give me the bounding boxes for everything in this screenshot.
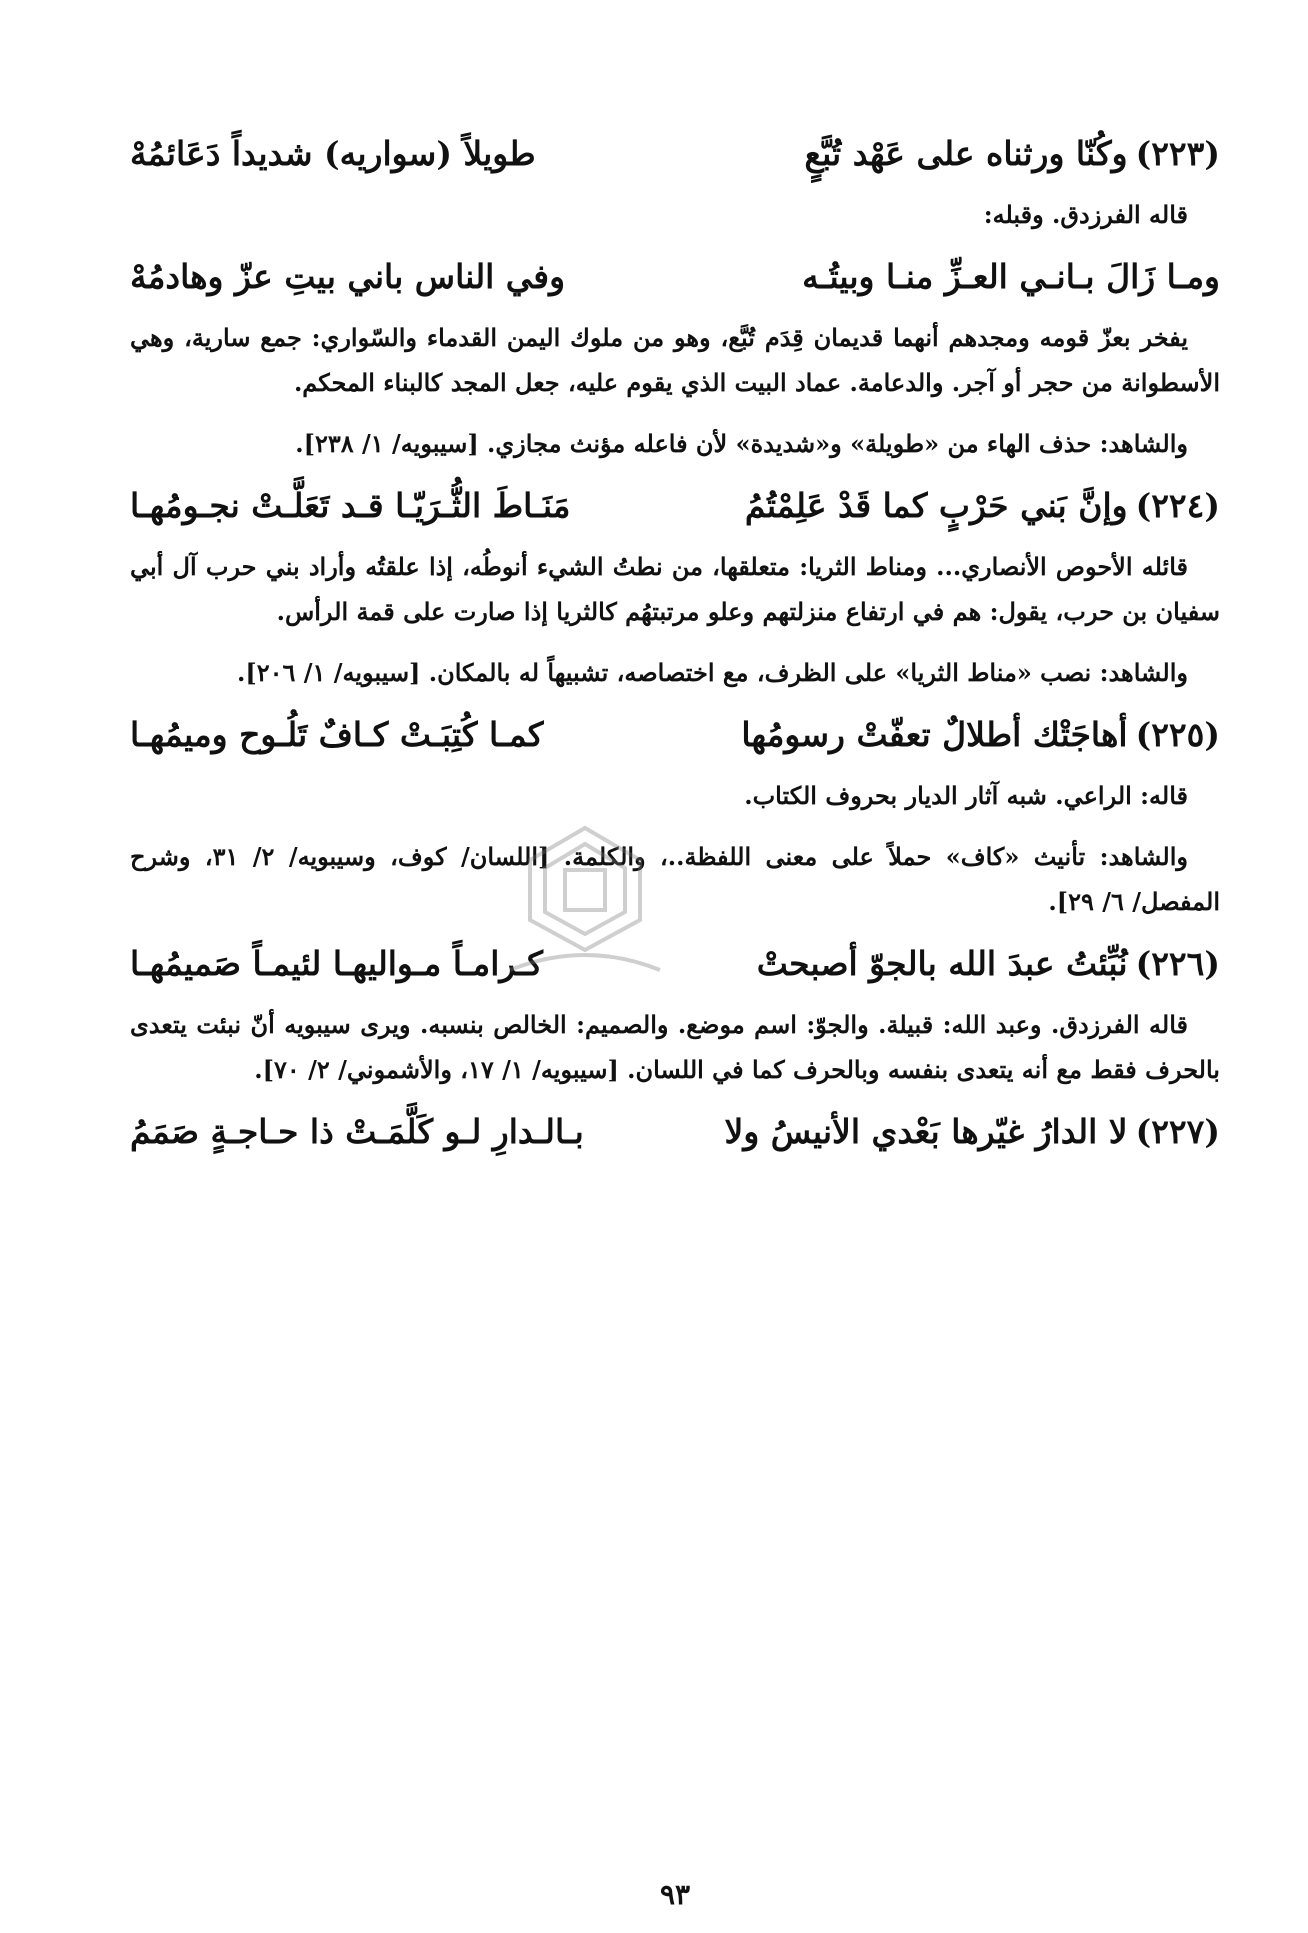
verse-number: (٢٢٤): [1135, 486, 1220, 525]
verse-223: [130, 130, 1220, 178]
evidence-paragraph: والشاهد: نصب «مناط الثريا» على الظرف، مع اختصاصه، تشبيهاً له بالمكان. [سيبويه/ ١/ ٢٠٦].: [236, 658, 1188, 687]
verse-225: [130, 711, 1220, 759]
verse-hemistich-first: وكُنّا ورثناه على عَهْد تُبَّعٍ: [804, 134, 1128, 173]
commentary-paragraph: قاله: الراعي. شبه آثار الديار بحروف الكتاب.: [744, 781, 1188, 810]
verse-hemistich-first: لا الدارُ غيّرها بَعْدي الأنيسُ ولا: [724, 1112, 1128, 1151]
commentary-paragraph: قاله الفرزدق. وقبله:: [983, 200, 1188, 229]
evidence-paragraph: والشاهد: حذف الهاء من «طويلة» و«شديدة» لأن فاعله مؤنث مجازي. [سيبويه/ ١/ ٢٣٨].: [295, 429, 1188, 458]
verse-223-preceding: [130, 253, 1220, 301]
verse-number: (٢٢٦): [1135, 944, 1220, 983]
verse-hemistich-first: وإنَّ بَني حَرْبٍ كما قَدْ عَلِمْتُمُ: [744, 486, 1128, 525]
verse-hemistich-second: كمـا كُتِبَـتْ كـافٌ تَلُـوح وميمُهـا: [130, 715, 544, 754]
verse-226: [130, 940, 1220, 988]
verse-number: (٢٢٣): [1135, 134, 1220, 173]
commentary-paragraph: قاله الفرزدق. وعبد الله: قبيلة. والجوّ: اسم موضع. والصميم: الخالص بنسبه. ويرى سيبويه أنّ نبئت يتعدى بالحرف فقط مع أنه يتعدى بنفسه وبالحرف كما في اللسان. [سيبويه/ ١/ ١٧، والأشموني/ ٢/ ٧٠].: [130, 1010, 1220, 1084]
verse-227: [130, 1108, 1220, 1156]
verse-hemistich-second: وفي الناس باني بيتِ عزّ وهادمُهْ: [130, 257, 566, 296]
verse-number: (٢٢٥): [1135, 715, 1220, 754]
commentary-paragraph: قائله الأحوص الأنصاري... ومناط الثريا: متعلقها، من نطتُ الشيء أنوطُه، إذا علقتُه وأراد بني حرب آل أبي سفيان بن حرب، يقول: هم في ارتفاع منزلتهم وعلو مرتبتهُم كالثريا إذا صارت على قمة الرأس.: [130, 552, 1220, 626]
verse-number: (٢٢٧): [1135, 1112, 1220, 1151]
commentary-paragraph: يفخر بعزّ قومه ومجدهم أنهما قديمان قِدَم تُبَّع، وهو من ملوك اليمن القدماء والسّواري: جمع سارية، وهي الأسطوانة من حجر أو آجر. والدعامة. عماد البيت الذي يقوم عليه، جعل المجد كالبناء المحكم.: [130, 323, 1220, 397]
page-number: ٩٣: [659, 1878, 691, 1911]
verse-hemistich-second: طويلاً (سواريه) شديداً دَعَائمُهْ: [130, 134, 536, 173]
document-page: [130, 130, 1220, 1911]
verse-hemistich-first: ومـا زَالَ بـانـي العـزِّ منـا وبيتُـه: [802, 257, 1220, 296]
verse-hemistich-second: بـالـدارِ لـو كَلَّمَـتْ ذا حـاجـةٍ صَمَمُ: [130, 1112, 584, 1151]
verse-hemistich-first: أهاجَتْك أطلالٌ تعفّتْ رسومُها: [741, 715, 1128, 754]
verse-224: [130, 482, 1220, 530]
verse-hemistich-second: مَنَـاطَ الثُّـرَيّـا قـد تَعَلَّـتْ نجـومُهـا: [130, 486, 571, 525]
verse-hemistich-second: كـرامـاً مـواليهـا لئيمـاً صَميمُهـا: [130, 944, 543, 983]
evidence-paragraph: والشاهد: تأنيث «كاف» حملاً على معنى اللفظة..، والكلمة. [اللسان/ كوف، وسيبويه/ ٢/ ٣١، وشرح المفصل/ ٦/ ٢٩].: [130, 842, 1220, 916]
verse-hemistich-first: نُبِّئتُ عبدَ الله بالجوّ أصبحتْ: [756, 944, 1128, 983]
